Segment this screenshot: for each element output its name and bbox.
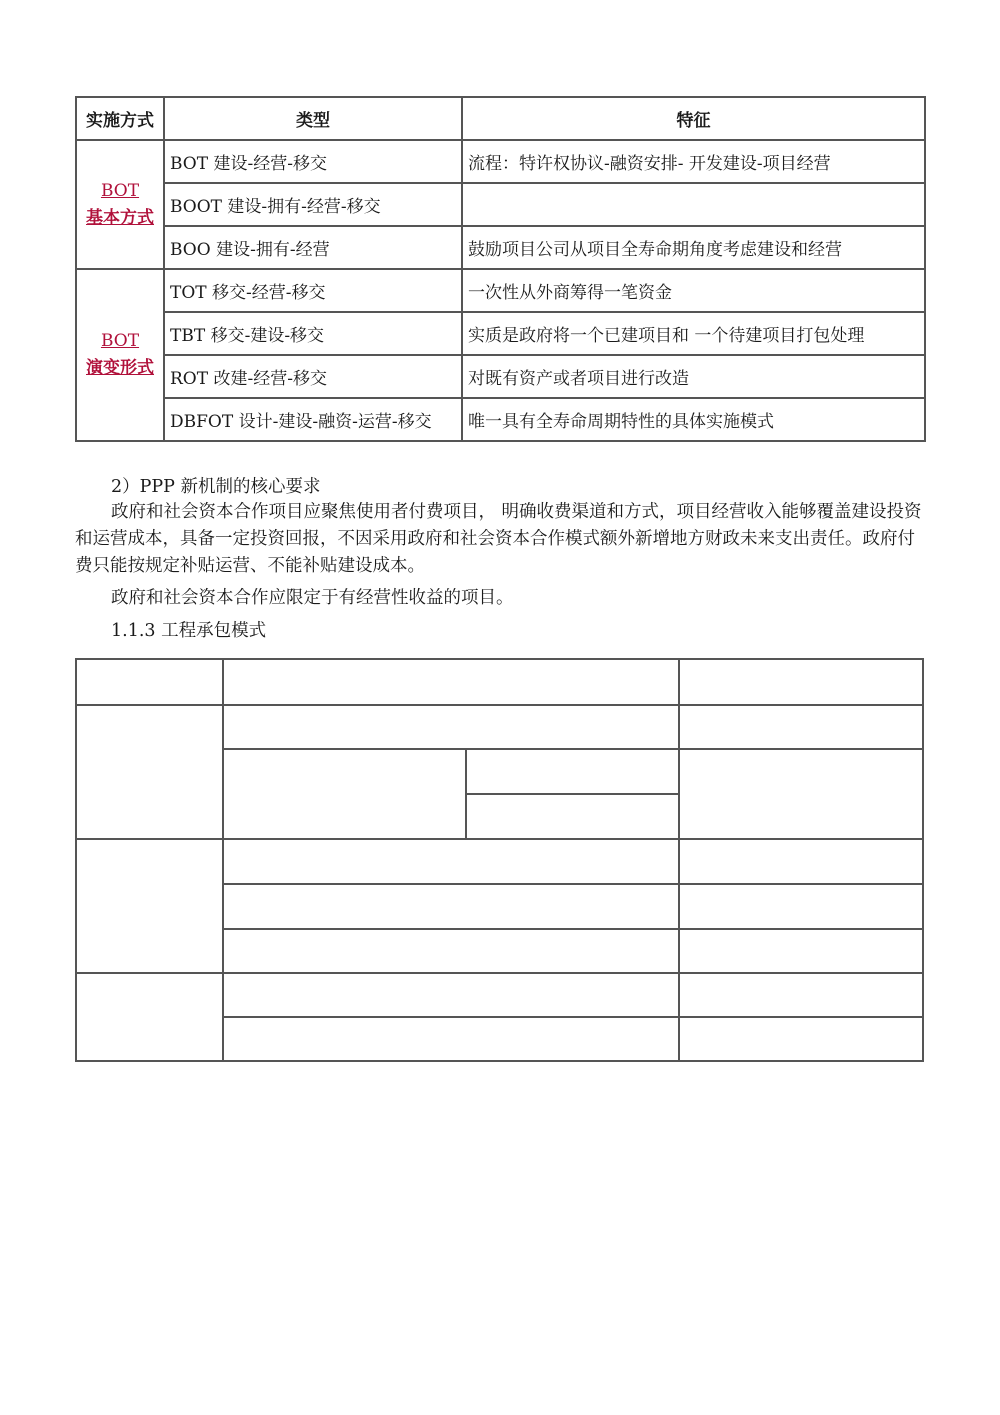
feature-cell: 鼓励项目公司从项目全寿命期角度考虑建设和经营 (462, 226, 925, 269)
group-cell-variant (76, 269, 164, 441)
empty-cell (222, 704, 680, 750)
empty-cell (678, 838, 924, 885)
empty-cell (678, 883, 924, 930)
group-link-variant-form[interactable]: 演变形式 (86, 358, 154, 378)
group-cell-basic (76, 140, 164, 269)
table-row (76, 183, 925, 226)
type-cell: TBT 移交-建设-移交 (164, 312, 462, 355)
group-link-bot[interactable]: BOT (100, 180, 140, 201)
empty-cell (222, 928, 680, 974)
table-row (76, 226, 925, 269)
empty-cell (222, 838, 680, 885)
group-link-bot[interactable]: BOT (100, 331, 140, 351)
feature-cell: 流程：特许权协议-融资安排- 开发建设-项目经营 (462, 140, 925, 183)
table-row (76, 140, 925, 183)
feature-cell: 一次性从外商筹得一笔资金 (462, 269, 925, 312)
empty-cell (465, 748, 680, 795)
subsection-heading: 1.1.3 工程承包模式 (111, 621, 267, 641)
table-header-row (76, 97, 925, 140)
feature-cell: 实质是政府将一个已建项目和 一个待建项目打包处理 (462, 312, 925, 355)
type-cell: DBFOT 设计-建设-融资-运营-移交 (164, 398, 462, 441)
paragraph-requirements: 政府和社会资本合作项目应聚焦使用者付费项目， 明确收费渠道和方式，项目经营收入能够覆盖建设投资和运营成本，具备一定投资回报，不因采用政府和社会资本合作模式额外新增地方财政未来支出责任。政府付费只能按规定补贴运营、不能补贴建设成本。 (75, 502, 922, 576)
empty-cell (75, 704, 224, 840)
type-cell: TOT 移交-经营-移交 (164, 269, 462, 312)
empty-cell (678, 658, 924, 706)
feature-cell: 唯一具有全寿命周期特性的具体实施模式 (462, 398, 925, 441)
bot-modes-table (75, 96, 926, 442)
header-method: 实施方式 (76, 97, 164, 140)
empty-cell (75, 972, 224, 1062)
section-heading: 2）PPP 新机制的核心要求 (111, 477, 321, 497)
table-row (76, 269, 925, 312)
empty-cell (222, 972, 680, 1018)
type-cell: BOOT 建设-拥有-经营-移交 (164, 183, 462, 226)
empty-cell (75, 838, 224, 974)
empty-cell (678, 704, 924, 750)
empty-cell (678, 972, 924, 1018)
empty-cell (678, 748, 924, 840)
empty-cell (465, 793, 680, 840)
table-row (76, 312, 925, 355)
type-cell: ROT 改建-经营-移交 (164, 355, 462, 398)
table-row (76, 355, 925, 398)
empty-contracting-table (75, 658, 924, 1062)
paragraph-scope: 政府和社会资本合作应限定于有经营性收益的项目。 (111, 588, 514, 608)
empty-cell (678, 1016, 924, 1062)
type-cell: BOO 建设-拥有-经营 (164, 226, 462, 269)
empty-cell (678, 928, 924, 974)
header-type: 类型 (164, 97, 462, 140)
empty-cell (222, 1016, 680, 1062)
feature-cell (462, 183, 925, 226)
feature-cell: 对既有资产或者项目进行改造 (462, 355, 925, 398)
table-row (76, 398, 925, 441)
empty-cell (222, 883, 680, 930)
empty-cell (222, 748, 467, 840)
empty-cell (75, 658, 224, 706)
empty-cell (222, 658, 680, 706)
type-cell: BOT 建设-经营-移交 (164, 140, 462, 183)
group-link-basic-mode[interactable]: 基本方式 (86, 207, 154, 228)
header-feature: 特征 (462, 97, 925, 140)
